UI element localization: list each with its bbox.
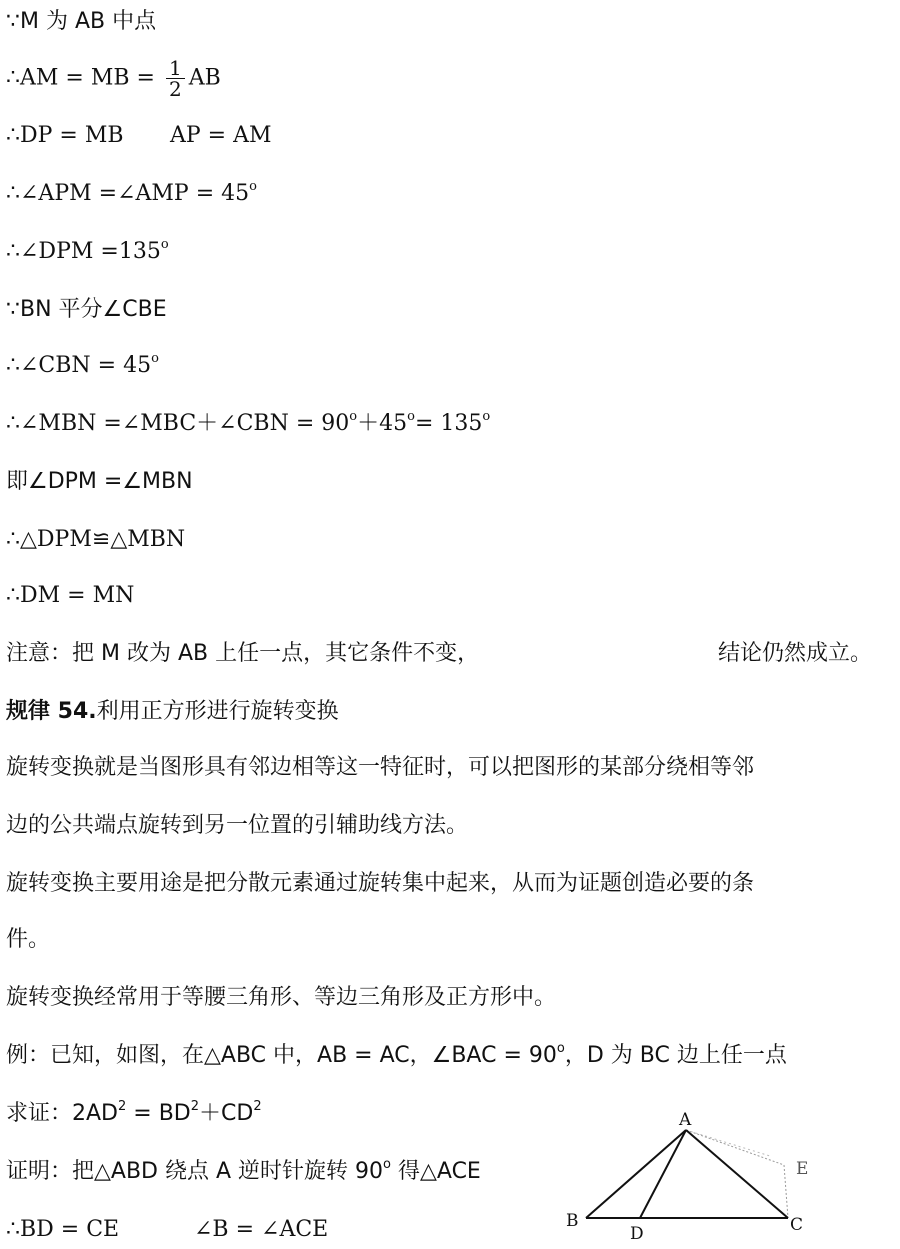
prove-text-a: 求证：2AD (6, 1101, 118, 1126)
proof-last-text-b: ∠B = ∠ACE (194, 1217, 329, 1242)
paragraph-line-4: 件。 (6, 927, 51, 952)
proof-line-8 (6, 410, 890, 438)
dotted-line-ae (686, 1130, 784, 1165)
prove-text-b: = BD (126, 1101, 191, 1126)
proof-line-8-text-c: = 135 (414, 411, 483, 436)
label-d: D (630, 1224, 644, 1244)
proof-line-3-text-a: ∴DP = MB (6, 123, 124, 148)
proof-line-3 (6, 122, 890, 150)
proof-line-5 (6, 238, 890, 266)
proof-line-2-text-b: AB (188, 65, 221, 91)
fraction-numerator: 1 (166, 58, 185, 79)
rule-number: 规律 54. (6, 699, 97, 724)
proof-line-5-text: ∴∠DPM =135 (6, 239, 161, 264)
triangle-figure (560, 1108, 820, 1249)
dotted-line-ae-upper (686, 1130, 770, 1156)
proof-start-text-b: 得△ACE (391, 1159, 481, 1184)
degree-sup: o (383, 1156, 391, 1172)
side-ac (686, 1130, 788, 1218)
note-text-b: 结论仍然成立。 (718, 641, 873, 666)
proof-line-9: 即∠DPM =∠MBN (6, 469, 193, 494)
example-line (6, 1042, 890, 1070)
example-text-a: 例：已知，如图，在△ABC 中，AB = AC，∠BAC = 90 (6, 1043, 557, 1068)
label-c: C (790, 1215, 804, 1235)
paragraph-line-1: 旋转变换就是当图形具有邻边相等这一特征时，可以把图形的某部分绕相等邻 (6, 755, 755, 780)
degree-sup: o (556, 1040, 565, 1056)
label-e: E (796, 1159, 809, 1179)
proof-line-11: ∴DM = MN (6, 583, 135, 608)
fraction-denominator: 2 (168, 77, 182, 101)
proof-line-10: ∴△DPM≌△MBN (6, 527, 186, 552)
label-b: B (566, 1211, 579, 1231)
label-a: A (679, 1110, 692, 1130)
example-text-b: ，D 为 BC 边上任一点 (564, 1043, 787, 1068)
proof-line-8-text-b: ＋45 (357, 411, 408, 436)
degree-sup: o (349, 408, 358, 424)
rule-title: 利用正方形进行旋转变换 (96, 699, 339, 724)
degree-sup: o (482, 408, 491, 424)
degree-sup: o (407, 408, 415, 424)
proof-line-8-text-a: ∴∠MBN =∠MBC＋∠CBN = 90 (6, 411, 350, 436)
dotted-line-ec (784, 1165, 788, 1218)
prove-text-c: ＋CD (199, 1101, 254, 1126)
fraction-one-half (166, 58, 185, 99)
square-sup: 2 (253, 1098, 262, 1114)
proof-line-4-text: ∴∠APM =∠AMP = 45 (6, 181, 250, 206)
note-text-a: 注意：把 M 改为 AB 上任一点，其它条件不变， (6, 641, 480, 666)
proof-line-4 (6, 180, 890, 208)
note-line (6, 640, 890, 668)
degree-sup: o (160, 236, 169, 252)
proof-line-1: ∵M 为 AB 中点 (6, 9, 157, 34)
proof-last-text-a: ∴BD = CE (6, 1217, 120, 1242)
square-sup: 2 (190, 1098, 200, 1114)
paragraph-line-3: 旋转变换主要用途是把分散元素通过旋转集中起来，从而为证题创造必要的条 (6, 871, 755, 896)
proof-line-2 (6, 58, 890, 99)
proof-line-2-text-a: ∴AM = MB = (6, 65, 162, 91)
proof-line-6: ∵BN 平分∠CBE (6, 297, 167, 322)
square-sup: 2 (118, 1098, 127, 1114)
proof-start-text-a: 证明：把△ABD 绕点 A 逆时针旋转 90 (6, 1159, 384, 1184)
side-ab (586, 1130, 686, 1218)
segment-ad (640, 1130, 686, 1218)
rule-heading (6, 698, 890, 726)
proof-line-7-text: ∴∠CBN = 45 (6, 353, 152, 378)
proof-line-3-text-b: AP = AM (170, 123, 272, 148)
degree-sup: o (151, 350, 159, 366)
proof-line-7 (6, 352, 890, 380)
paragraph-line-5: 旋转变换经常用于等腰三角形、等边三角形及正方形中。 (6, 985, 557, 1010)
paragraph-line-2: 边的公共端点旋转到另一位置的引辅助线方法。 (6, 813, 469, 838)
degree-sup: o (249, 178, 257, 194)
